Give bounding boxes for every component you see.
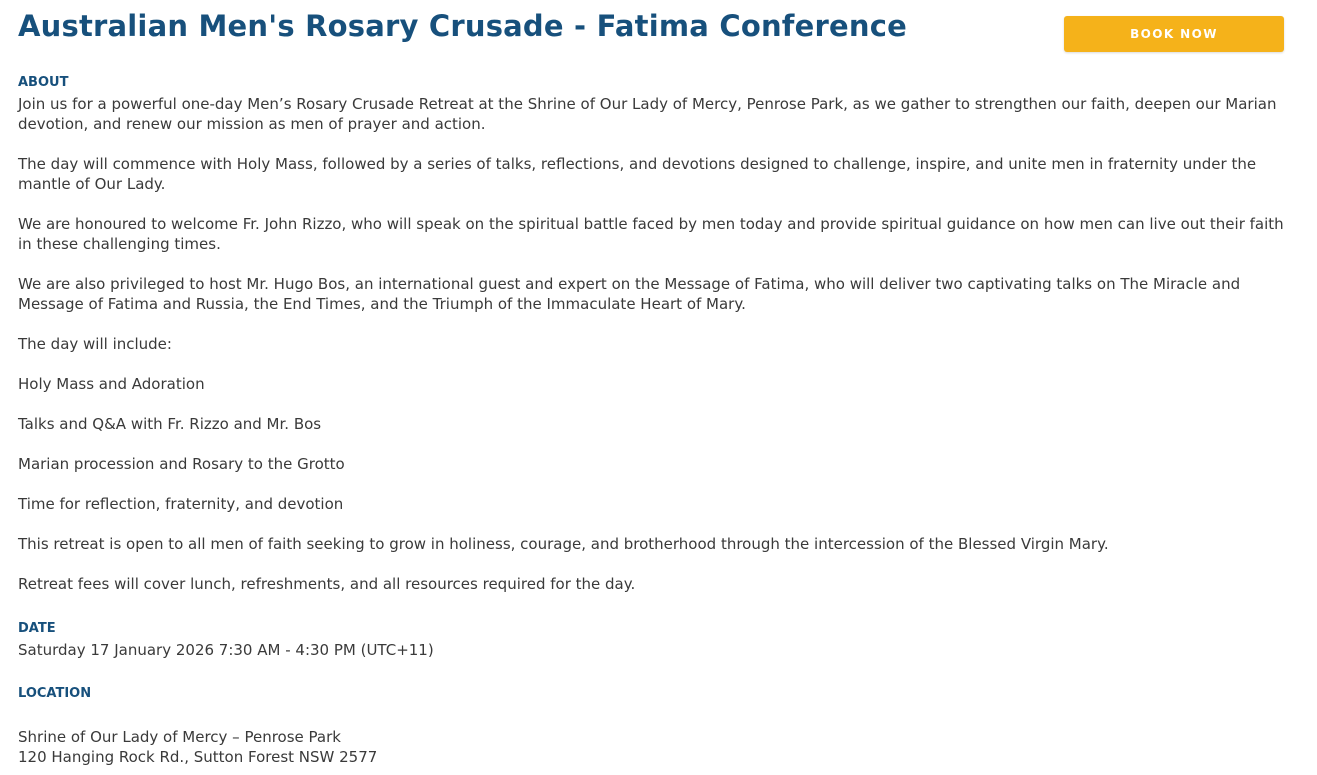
about-label: ABOUT [18, 75, 69, 90]
location-venue: Shrine of Our Lady of Mercy – Penrose Park [18, 728, 341, 746]
book-now-button[interactable]: BOOK NOW [1064, 16, 1284, 52]
date-label: DATE [18, 621, 56, 636]
location-address: 120 Hanging Rock Rd., Sutton Forest NSW 2577 [18, 748, 378, 766]
about-paragraph-rizzo: We are honoured to welcome Fr. John Rizzo, who will speak on the spiritual battle faced by men today and provide spiritual guidance on how men can live out their faith in these challenging times. [18, 215, 1284, 253]
about-list-item-mass: Holy Mass and Adoration [18, 375, 205, 393]
about-list-item-procession: Marian procession and Rosary to the Grotto [18, 455, 345, 473]
date-value: Saturday 17 January 2026 7:30 AM - 4:30 PM (UTC+11) [18, 641, 434, 659]
about-paragraph-includes: The day will include: [18, 335, 172, 353]
about-paragraph-open: This retreat is open to all men of faith seeking to grow in holiness, courage, and brotherhood through the intercession of the Blessed Virgin Mary. [18, 535, 1109, 553]
about-paragraph-intro: Join us for a powerful one-day Men’s Rosary Crusade Retreat at the Shrine of Our Lady of Mercy, Penrose Park, as we gather to strengthen our faith, deepen our Marian devotion, and renew our mission as men of prayer and action. [18, 95, 1277, 133]
location-label: LOCATION [18, 686, 92, 701]
about-list-item-reflection: Time for reflection, fraternity, and devotion [18, 495, 344, 513]
about-paragraph-commence: The day will commence with Holy Mass, followed by a series of talks, reflections, and devotions designed to challenge, inspire, and unite men in fraternity under the mantle of Our Lady. [18, 155, 1257, 193]
about-paragraph-bos: We are also privileged to host Mr. Hugo Bos, an international guest and expert on the Message of Fatima, who will deliver two captivating talks on The Miracle and Message of Fatima and Russia, the End Times, and the Triumph of the Immaculate Heart of Mary. [18, 275, 1241, 313]
page-title: Australian Men's Rosary Crusade - Fatima Conference [18, 9, 907, 43]
about-list-item-talks: Talks and Q&A with Fr. Rizzo and Mr. Bos [18, 415, 322, 433]
about-paragraph-fees: Retreat fees will cover lunch, refreshments, and all resources required for the day. [18, 575, 636, 593]
